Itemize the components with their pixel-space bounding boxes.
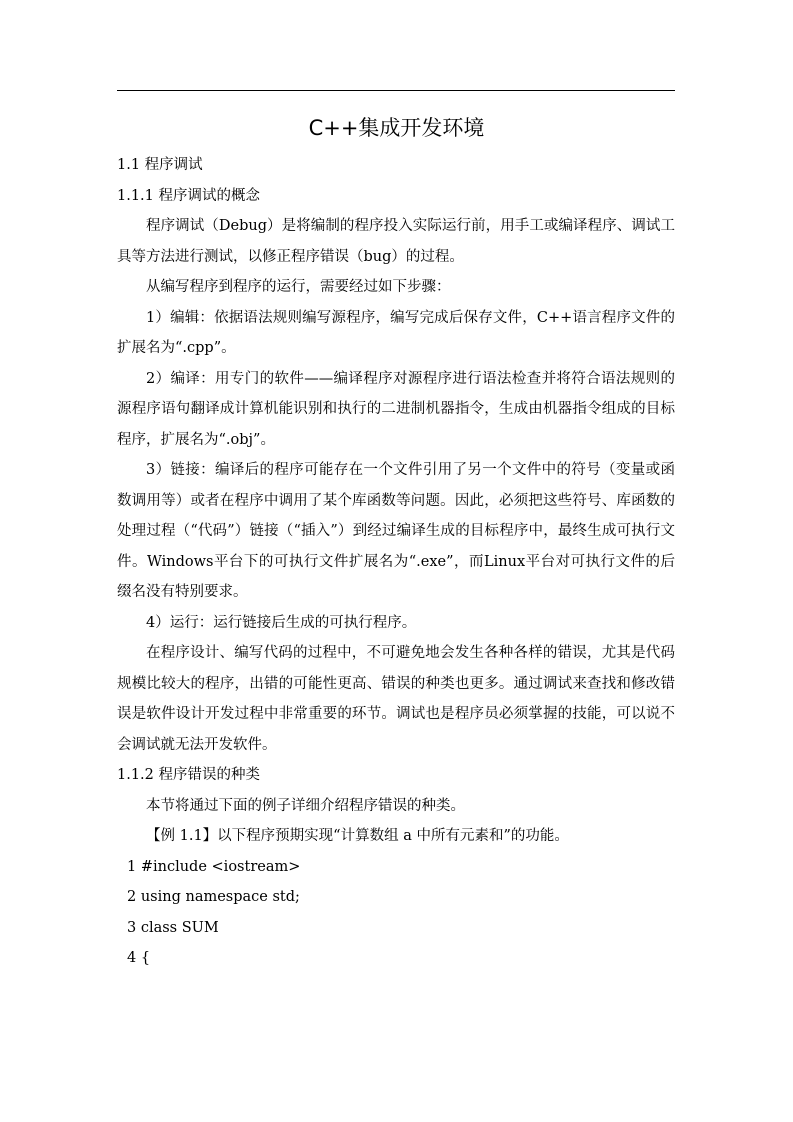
paragraph-step-run: 4）运行：运行链接后生成的可执行程序。 bbox=[146, 614, 417, 631]
paragraph-section-intro: 本节将通过下面的例子详细介绍程序错误的种类。 bbox=[146, 797, 465, 814]
paragraph-step-link: 3）链接：编译后的程序可能存在一个文件引用了另一个文件中的符号（变量或函数调用等）或者在程序中调用了某个库函数等问题。因此，必须把这些符号、库函数的处理过程（“代码”）链接（“插入”）到经过编译生成的目标程序中，最终生成可执行文件。Windows平台下的可执行文件扩展名为“.exe”，而Linux平台对可执行文件的后缀名没有特别要求。 bbox=[117, 462, 675, 600]
paragraph-steps-intro: 从编写程序到程序的运行，需要经过如下步骤： bbox=[146, 279, 451, 295]
code-line: 2 using namespace std; bbox=[127, 889, 300, 905]
paragraph-debug-importance: 在程序设计、编写代码的过程中，不可避免地会发生各种各样的错误，尤其是代码规模比较大的程序，出错的可能性更高、错误的种类也更多。通过调试来查找和修改错误是软件设计开发过程中非常重要的环节。调试也是程序员必须掌握的技能，可以说不会调试就无法开发软件。 bbox=[117, 645, 675, 753]
page-title: C++集成开发环境 bbox=[308, 116, 485, 140]
code-line: 1 #include <iostream> bbox=[127, 858, 301, 875]
paragraph-debug-definition: 程序调试（Debug）是将编制的程序投入实际运行前，用手工或编译程序、调试工具等方法进行测试，以修正程序错误（bug）的过程。 bbox=[117, 218, 675, 265]
header-rule bbox=[117, 90, 675, 91]
section-heading-1-1-2: 1.1.2 程序错误的种类 bbox=[117, 767, 261, 783]
paragraph-example-1-1: 【例 1.1】以下程序预期实现“计算数组 a 中所有元素和”的功能。 bbox=[146, 828, 569, 844]
paragraph-step-compile: 2）编译：用专门的软件——编译程序对源程序进行语法检查并将符合语法规则的源程序语句翻译成计算机能识别和执行的二进制机器指令，生成由机器指令组成的目标程序，扩展名为“.obj”。 bbox=[117, 370, 675, 448]
paragraph-step-edit: 1）编辑：依据语法规则编写源程序，编写完成后保存文件，C++语言程序文件的扩展名为“.cpp”。 bbox=[117, 309, 675, 356]
document-body bbox=[117, 150, 675, 974]
section-heading-1-1-1: 1.1.1 程序调试的概念 bbox=[117, 187, 261, 204]
code-line: 3 class SUM bbox=[127, 919, 219, 936]
code-line: 4 { bbox=[127, 950, 151, 966]
section-heading-1-1: 1.1 程序调试 bbox=[117, 157, 203, 173]
